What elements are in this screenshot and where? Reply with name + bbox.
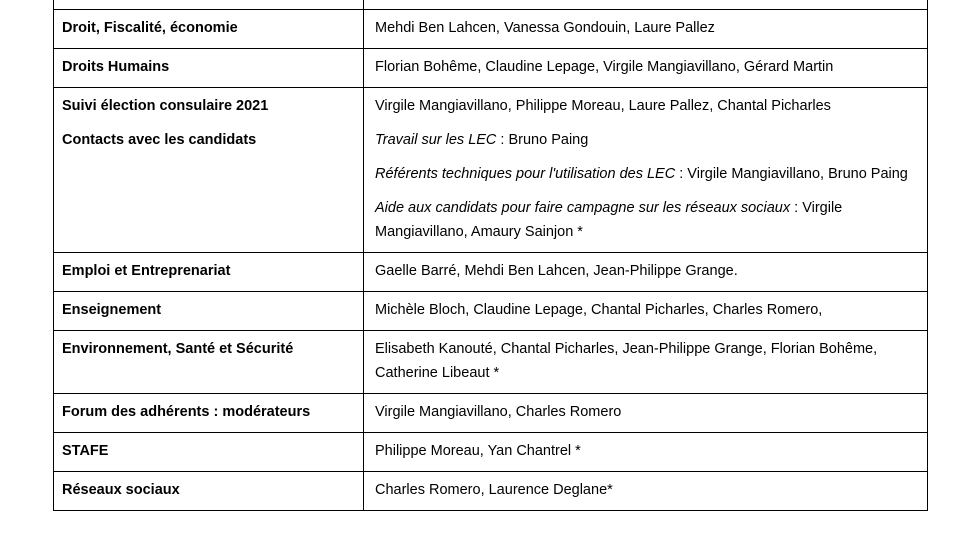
- committee-table-body: [54, 0, 928, 511]
- table-row: [54, 0, 928, 10]
- committee-name-cell: [54, 88, 364, 253]
- table-row: [54, 292, 928, 331]
- committee-name: Droits Humains: [62, 59, 170, 75]
- members-paragraph: [375, 55, 919, 79]
- members-cell: [364, 49, 928, 88]
- committee-name-cell: [54, 472, 364, 511]
- members-paragraph: [375, 337, 919, 385]
- members-cell: [364, 88, 928, 253]
- members-cell: [364, 394, 928, 433]
- members-paragraph: [375, 128, 919, 152]
- table-row: [54, 433, 928, 472]
- table-row: [54, 394, 928, 433]
- members-list: Michèle Bloch, Claudine Lepage, Chantal Picharles, Charles Romero,: [375, 302, 823, 318]
- members-paragraph: [375, 298, 919, 322]
- members-cell: [364, 10, 928, 49]
- committee-name-cell: [54, 253, 364, 292]
- members-list: : Virgile Mangiavillano, Bruno Paing: [675, 166, 908, 182]
- task-label: Aide aux candidats pour faire campagne sur les réseaux sociaux: [375, 200, 791, 216]
- members-cell: [364, 253, 928, 292]
- members-cell: [364, 0, 928, 10]
- committee-name-cell: [54, 292, 364, 331]
- committee-name: Droit, Fiscalité, économie: [62, 20, 238, 36]
- members-cell: [364, 472, 928, 511]
- committee-name-cell: [54, 10, 364, 49]
- members-list: Florian Bohême, Claudine Lepage, Virgile Mangiavillano, Gérard Martin: [375, 59, 834, 75]
- committee-table: [53, 0, 928, 511]
- task-label: Travail sur les LEC: [375, 132, 497, 148]
- members-list: : Bruno Paing: [496, 132, 589, 148]
- members-paragraph: [375, 259, 919, 283]
- committee-name-cell: [54, 0, 364, 10]
- members-list: Virgile Mangiavillano, Charles Romero: [375, 404, 622, 420]
- members-list: Gaelle Barré, Mehdi Ben Lahcen, Jean-Philippe Grange.: [375, 263, 738, 279]
- committee-name: Enseignement: [62, 302, 162, 318]
- members-list: Elisabeth Kanouté, Chantal Picharles, Jean-Philippe Grange, Florian Bohême, Catherine Libeaut *: [375, 341, 878, 381]
- committee-name: Environnement, Santé et Sécurité: [62, 341, 294, 357]
- committee-name: Emploi et Entreprenariat: [62, 263, 231, 279]
- members-cell: [364, 331, 928, 394]
- members-paragraph: [375, 400, 919, 424]
- table-row: [54, 49, 928, 88]
- members-cell: [364, 292, 928, 331]
- members-cell: [364, 433, 928, 472]
- members-paragraph: [375, 439, 919, 463]
- committee-name-cell: [54, 49, 364, 88]
- table-row: [54, 88, 928, 253]
- committee-name-cell: [54, 394, 364, 433]
- members-list: Virgile Mangiavillano, Philippe Moreau, Laure Pallez, Chantal Picharles: [375, 98, 831, 114]
- members-paragraph: [375, 16, 919, 40]
- committee-name-cell: [54, 331, 364, 394]
- members-list: Mehdi Ben Lahcen, Vanessa Gondouin, Laure Pallez: [375, 20, 715, 36]
- table-row: [54, 331, 928, 394]
- committee-name: Contacts avec les candidats: [62, 132, 257, 148]
- committee-name: Forum des adhérents : modérateurs: [62, 404, 311, 420]
- table-row: [54, 253, 928, 292]
- table-row: [54, 10, 928, 49]
- members-paragraph: [375, 94, 919, 118]
- committee-name-cell: [54, 433, 364, 472]
- members-paragraph: [375, 196, 919, 244]
- table-row: [54, 472, 928, 511]
- members-list: : Virgile Mangiavillano, Amaury Sainjon *: [375, 200, 843, 240]
- members-list: Charles Romero, Laurence Deglane*: [375, 482, 613, 498]
- members-paragraph: [375, 162, 919, 186]
- task-label: Référents techniques pour l'utilisation des LEC: [375, 166, 676, 182]
- committee-name: Réseaux sociaux: [62, 482, 180, 498]
- committee-name: STAFE: [62, 443, 109, 459]
- members-paragraph: [375, 478, 919, 502]
- members-list: Philippe Moreau, Yan Chantrel *: [375, 443, 581, 459]
- committee-name: Suivi élection consulaire 2021: [62, 98, 269, 114]
